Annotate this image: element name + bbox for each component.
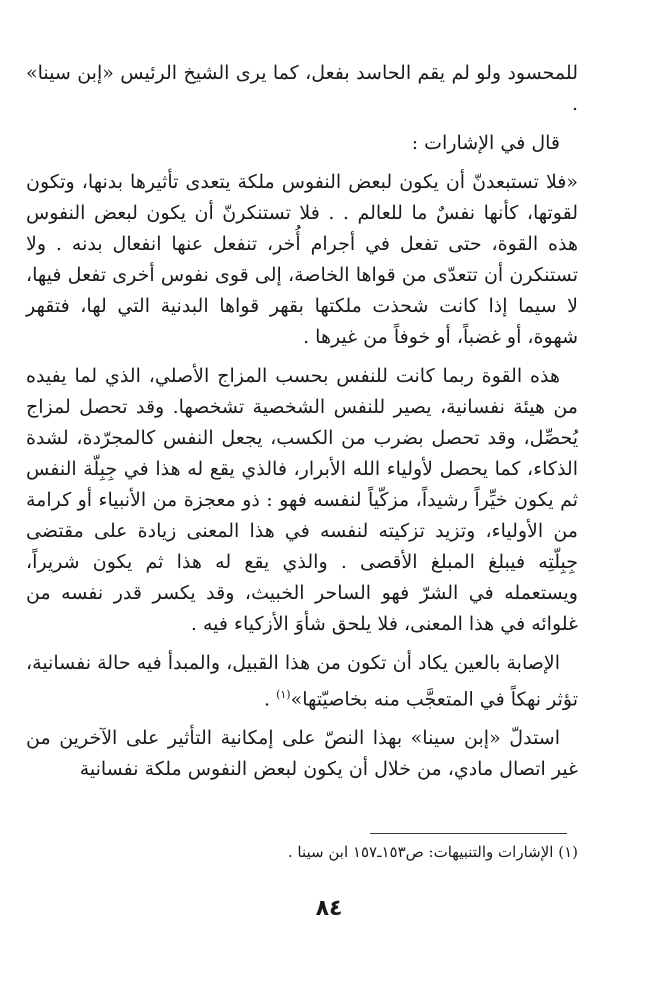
page-body [26,58,578,793]
footnote-divider [370,833,567,834]
footnote-reference: (١) [276,688,291,701]
paragraph-5-end: . [263,688,277,711]
paragraph-4: هذه القوة ربما كانت للنفس بحسب المزاج الأصلي، الذي لما يفيده من هيئة نفسانية، يصير للنفس الشخصية تشخصها. وقد تحصل لمزاج يُحصِّل، وقد تحصل بضرب من الكسب، يجعل النفس كالمجرّدة، لشدة الذكاء، كما يحصل لأولياء الله الأبرار، فالذي يقع له هذا في جِبِلّة النفس ثم يكون خيِّراً رشيداً، مزكّياً لنفسه فهو : ذو معجزة من الأنبياء أو كرامة من الأولياء، وتزيد تزكيته لنفسه في هذا المعنى زيادة على مقتضى جِبِلّتِه فيبلغ المبلغ الأقصى . والذي يقع له هذا ثم يكون شريراً، ويستعمله في الشرّ فهو الساحر الخبيث، وقد يكسر قدر نفسه من غلوائه في هذا المعنى، فلا يلحق شأوَ الأزكياء فيه . [26,365,578,635]
paragraph-3-quote: «فلا تستبعدنّ أن يكون لبعض النفوس ملكة يتعدى تأثيرها بدنها، وتكون لقوتها، كأنها نفسٌ ما للعالم . . فلا تستنكرنّ أن يكون لبعض النفوس هذه القوة، حتى تفعل في أجرام أُخر، تنفعل عنها انفعال بدنه . ولا تستنكرن أن تتعدّى من قواها الخاصة، إلى قوى نفوس أخرى تفعل فيها، لا سيما إذا كانت شحذت ملكتها بقهر قواها البدنية التي لها، فتقهر شهوة، أو غضباً، أو خوفاً من غيرها . [26,171,578,348]
paragraph-2: قال في الإشارات : [411,132,560,154]
paragraph-6: استدلّ «إبن سينا» بهذا النصّ على إمكانية التأثير على الآخرين من غير اتصال مادي، من خلال أن يكون لبعض النفوس ملكة نفسانية [26,727,578,781]
paragraph-5 [26,648,578,715]
footnote: (١) الإشارات والتنبيهات: ص١٥٣ـ١٥٧ ابن سينا . [287,843,578,861]
paragraph-1: للمحسود ولو لم يقم الحاسد بفعل، كما يرى الشيخ الرئيس «إبن سينا» . [26,62,578,115]
page-number: ٨٤ [315,896,343,921]
paragraph-5-text: الإصابة بالعين يكاد أن تكون من هذا القبيل، والمبدأ فيه حالة نفسانية، تؤثر نهكاً في المتعجَّب منه بخاصيّتها» [26,652,578,711]
